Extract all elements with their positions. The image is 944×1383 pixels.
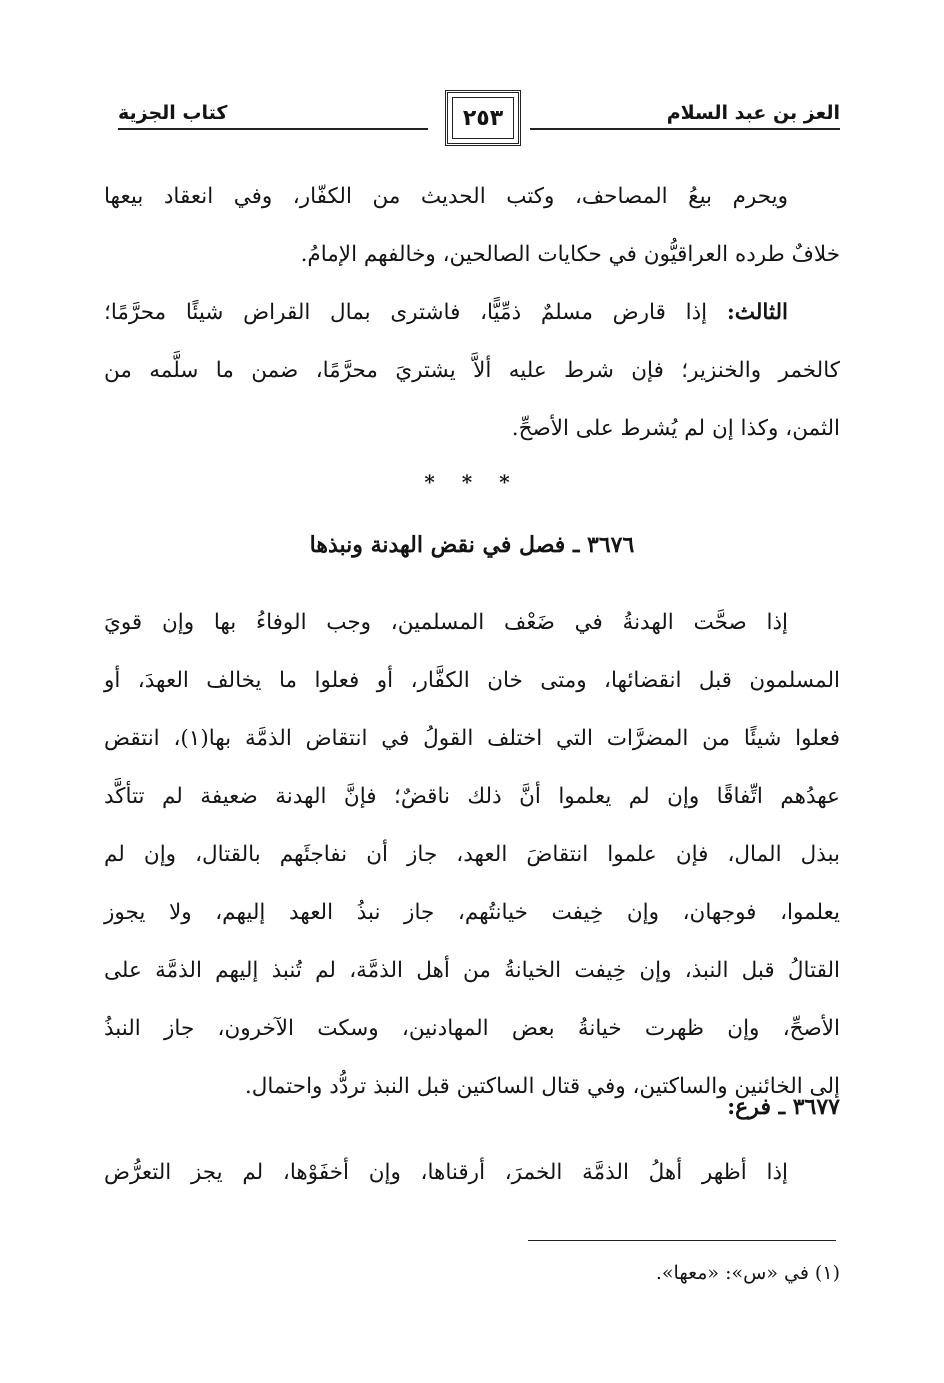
text-line-rest: إذا قارض مسلمٌ ذمِّيًّا، فاشترى بمال القراض شيئًا محرَّمًا؛ (104, 300, 727, 325)
footnote: (١) في «س»: «معها». (655, 1262, 840, 1284)
text-line: الأصحِّ، وإن ظهرت خيانةُ بعض المهادنين، وسكت الآخرون، جاز النبذُ (104, 1016, 840, 1041)
text-line: خلافٌ طرده العراقيُّون في حكايات الصالحين، وخالفهم الإمامُ. (300, 242, 840, 267)
text-line: ويحرم بيعُ المصاحف، وكتب الحديث من الكفّار، وفي انعقاد بيعها (104, 184, 788, 209)
subsection-heading: ٣٦٧٧ ـ فرع: (727, 1094, 840, 1120)
text-line (104, 284, 840, 342)
paragraph-sale-ruling (104, 168, 840, 284)
page-number: ٢٥٣ (462, 106, 504, 131)
text-line: إذا صحَّت الهدنةُ في ضَعْف المسلمين، وجب الوفاءُ بها وإن قويَ (104, 610, 788, 635)
footnote-rule (528, 1240, 836, 1241)
text-line: فعلوا شيئًا من المضرَّات التي اختلف القولُ في انتقاض الذمَّة بها(١)، انتقض (104, 726, 840, 751)
section-separator: * * * (424, 470, 520, 494)
header-rule-left (118, 128, 428, 130)
paragraph-truce (104, 594, 840, 1116)
text-line: إلى الخائنين والساكتين، وفي قتال الساكتين قبل النبذ تردُّد واحتمال. (244, 1074, 840, 1099)
third-label: الثالث: (726, 300, 788, 325)
text-line: إذا أظهر أهلُ الذمَّة الخمرَ، أرقناها، وإن أخفَوْها، لم يجز التعرُّض (104, 1160, 788, 1185)
text-line: كالخمر والخنزير؛ فإن شرط عليه ألاَّ يشتريَ محرَّمًا، ضمن ما سلَّمه من (104, 358, 840, 383)
header-author: العز بن عبد السلام (666, 102, 840, 124)
header-rule-right (530, 128, 840, 130)
text-line: المسلمون قبل انقضائها، ومتى خان الكفَّار، أو فعلوا ما يخالف العهدَ، أو (104, 668, 840, 693)
text-line: ببذل المال، فإن علموا انتقاضَ العهد، جاز أن نفاجئَهم بالقتال، وإن لم (104, 842, 840, 867)
page-header (118, 90, 840, 146)
section-heading: ٣٦٧٦ ـ فصل في نقض الهدنة ونبذها (309, 532, 635, 558)
text-line: عهدُهم اتِّفاقًا وإن لم يعلموا أنَّ ذلك ناقضٌ؛ فإنَّ الهدنة ضعيفة لم تتأكَّد (104, 784, 840, 809)
text-line: القتالُ قبل النبذ، وإن خِيفت الخيانةُ من أهل الذمَّة، لم تُنبذ إليهم الذمَّة على (104, 958, 840, 983)
text-line: يعلموا، فوجهان، وإن خِيفت خيانتُهم، جاز نبذُ العهد إليهم، ولا يجوز (104, 900, 840, 925)
header-book-title: كتاب الجزية (118, 102, 228, 124)
paragraph-third-case (104, 284, 840, 458)
text-line: الثمن، وكذا إن لم يُشرط على الأصحِّ. (511, 416, 840, 441)
paragraph-wine (104, 1144, 840, 1202)
page-number-frame (445, 90, 521, 146)
